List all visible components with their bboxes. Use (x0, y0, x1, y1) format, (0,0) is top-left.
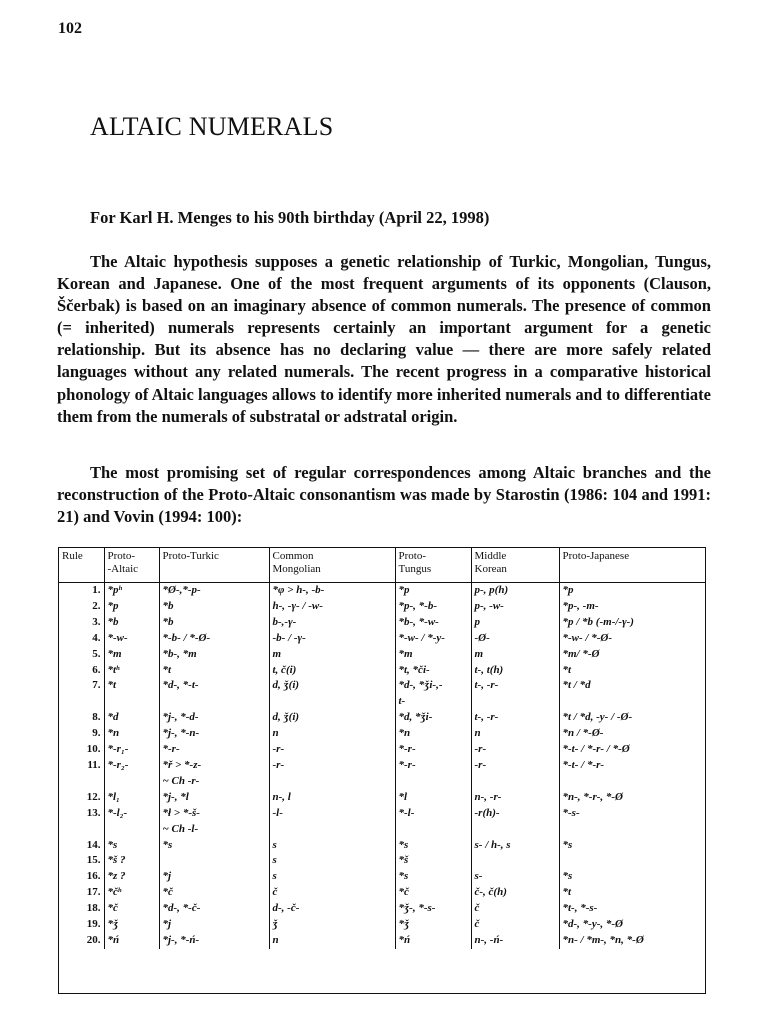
cell-proto-turkic (159, 853, 269, 869)
table-row-continuation (59, 774, 705, 790)
article-title: ALTAIC NUMERALS (90, 112, 334, 141)
cell-proto-altaic: *-l₂- (104, 806, 159, 822)
table-row (59, 790, 705, 806)
cell-proto-turkic (159, 694, 269, 710)
cell-common-mongolian (269, 694, 395, 710)
cell-middle-korean: p-, -w- (471, 599, 559, 615)
cell-proto-turkic: *b (159, 599, 269, 615)
cell-proto-turkic: *d-, *-č- (159, 901, 269, 917)
cell-middle-korean: č-, č(h) (471, 885, 559, 901)
table-row (59, 583, 705, 599)
cell-middle-korean: t-, t(h) (471, 663, 559, 679)
cell-proto-japanese (559, 694, 705, 710)
cell-proto-tungus: *-w- / *-y- (395, 631, 471, 647)
cell-proto-japanese (559, 822, 705, 838)
cell-proto-turkic: *j-, *-d- (159, 710, 269, 726)
cell-proto-japanese: *n-, *-r-, *-Ø (562, 790, 623, 803)
table-row (59, 917, 705, 933)
cell-common-mongolian: n (269, 726, 395, 742)
cell-proto-japanese: *-w- / *-Ø- (562, 631, 612, 644)
cell-proto-tungus: *m (395, 647, 471, 663)
cell-common-mongolian: n (269, 933, 395, 949)
cell-proto-tungus: *ń (395, 933, 471, 949)
cell-proto-tungus (395, 774, 471, 790)
cell-rule: 10. (59, 742, 104, 758)
cell-rule: 2. (59, 599, 104, 615)
cell-proto-altaic (104, 774, 159, 790)
cell-proto-turkic: *j-, *-ń- (159, 933, 269, 949)
cell-rule (59, 822, 104, 838)
header-proto-tungus: Proto- Tungus (395, 548, 471, 583)
cell-common-mongolian: b-,-γ- (269, 615, 395, 631)
cell-middle-korean (471, 853, 559, 869)
cell-proto-turkic: ~ Ch -r- (159, 774, 269, 790)
cell-proto-turkic: *-r- (159, 742, 269, 758)
cell-proto-turkic: *s (159, 838, 269, 854)
dedication: For Karl H. Menges to his 90th birthday (April 22, 1998) (90, 208, 490, 227)
cell-middle-korean: n-, -ń- (471, 933, 559, 949)
cell-proto-turkic: *Ø-,*-p- (159, 583, 269, 599)
cell-rule (59, 774, 104, 790)
table-row (59, 615, 705, 631)
cell-proto-altaic: *tʰ (104, 663, 159, 679)
cell-proto-tungus: *s (395, 869, 471, 885)
table-row (59, 869, 705, 885)
cell-proto-altaic: *s (104, 838, 159, 854)
cell-proto-tungus: *ǯ (395, 917, 471, 933)
cell-proto-altaic: *pʰ (104, 583, 159, 599)
cell-proto-turkic: *b (159, 615, 269, 631)
cell-rule: 12. (59, 790, 104, 806)
table-row (59, 901, 705, 917)
cell-proto-turkic: *j (159, 917, 269, 933)
cell-middle-korean: p (471, 615, 559, 631)
cell-common-mongolian: n-, l (269, 790, 395, 806)
cell-proto-altaic: *d (104, 710, 159, 726)
cell-proto-tungus: *-r- (395, 742, 471, 758)
cell-proto-japanese: *n / *-Ø- (562, 727, 604, 740)
table-row (59, 885, 705, 901)
cell-rule: 5. (59, 647, 104, 663)
cell-rule: 6. (59, 663, 104, 679)
cell-proto-turkic: *d-, *-t- (159, 678, 269, 694)
cell-middle-korean: p-, p(h) (471, 583, 559, 599)
cell-proto-japanese: *p / *b (-m-/-γ-) (562, 615, 634, 628)
table-row (59, 710, 705, 726)
cell-common-mongolian: -r- (269, 758, 395, 774)
table-row-continuation (59, 694, 705, 710)
cell-proto-japanese: *t (562, 663, 572, 676)
cell-proto-tungus: *l (395, 790, 471, 806)
cell-middle-korean (471, 694, 559, 710)
cell-proto-tungus: *d, *ǯi- (395, 710, 471, 726)
cell-proto-tungus: *p (395, 583, 471, 599)
header-proto-altaic: Proto- -Altaic (104, 548, 159, 583)
cell-proto-turkic: *č (159, 885, 269, 901)
cell-rule: 15. (59, 853, 104, 869)
cell-proto-japanese: *m/ *-Ø (562, 647, 600, 660)
cell-proto-japanese: *s (562, 838, 573, 851)
cell-common-mongolian: s (269, 838, 395, 854)
cell-rule: 8. (59, 710, 104, 726)
cell-proto-japanese (559, 774, 705, 790)
table-row (59, 663, 705, 679)
header-proto-turkic: Proto-Turkic (159, 548, 269, 583)
cell-proto-japanese: *-s- (562, 806, 580, 819)
cell-proto-tungus: *ǯ-, *-s- (395, 901, 471, 917)
cell-proto-altaic: *-w- (104, 631, 159, 647)
cell-proto-japanese: *t / *d, -y- / -Ø- (562, 711, 633, 724)
cell-proto-altaic: *č (104, 901, 159, 917)
cell-proto-tungus: *t, *či- (395, 663, 471, 679)
cell-common-mongolian: s (269, 869, 395, 885)
cell-proto-turkic: *j-, *l (159, 790, 269, 806)
cell-proto-japanese: *t-, *-s- (562, 902, 598, 915)
cell-proto-altaic (104, 822, 159, 838)
cell-proto-altaic: *z ? (104, 869, 159, 885)
cell-proto-turkic: *j-, *-n- (159, 726, 269, 742)
cell-proto-turkic: *t (159, 663, 269, 679)
cell-proto-altaic: *p (104, 599, 159, 615)
cell-middle-korean: -r(h)- (471, 806, 559, 822)
cell-rule: 11. (59, 758, 104, 774)
correspondence-table-frame (58, 547, 706, 994)
cell-proto-turkic: *ł > *-š- (159, 806, 269, 822)
cell-proto-altaic: *-r₁- (104, 742, 159, 758)
cell-middle-korean: č (471, 917, 559, 933)
cell-proto-japanese: *t (562, 886, 572, 899)
cell-common-mongolian (269, 822, 395, 838)
table-row (59, 647, 705, 663)
cell-common-mongolian: ǯ (269, 917, 395, 933)
cell-proto-japanese: *-t- / *-r- (562, 758, 605, 771)
cell-proto-tungus (395, 822, 471, 838)
cell-rule: 7. (59, 678, 104, 694)
cell-proto-altaic: *t (104, 678, 159, 694)
cell-proto-japanese: *s (562, 870, 573, 883)
cell-middle-korean: -Ø- (471, 631, 559, 647)
cell-middle-korean: č (471, 901, 559, 917)
cell-proto-japanese: *-t- / *-r- / *-Ø (562, 743, 630, 756)
cell-common-mongolian: d-, -č- (269, 901, 395, 917)
header-rule: Rule (59, 548, 104, 583)
cell-proto-turkic: *j (159, 869, 269, 885)
cell-middle-korean (471, 822, 559, 838)
cell-common-mongolian: d, ǯ(i) (269, 678, 395, 694)
cell-proto-altaic (104, 694, 159, 710)
header-common-mongolian: Common Mongolian (269, 548, 395, 583)
cell-common-mongolian: *φ > h-, -b- (269, 583, 395, 599)
cell-rule: 13. (59, 806, 104, 822)
cell-proto-altaic: *l₁ (104, 790, 159, 806)
cell-proto-japanese: *p-, -m- (562, 599, 599, 612)
cell-proto-tungus: *d-, *ǯi-,- (395, 678, 471, 694)
cell-proto-altaic: *ǯ (104, 917, 159, 933)
cell-common-mongolian: h-, -γ- / -w- (269, 599, 395, 615)
cell-middle-korean: n-, -r- (471, 790, 559, 806)
cell-common-mongolian (269, 774, 395, 790)
cell-proto-altaic: *m (104, 647, 159, 663)
cell-rule: 18. (59, 901, 104, 917)
table-row (59, 933, 705, 949)
cell-proto-altaic: *n (104, 726, 159, 742)
table-row (59, 742, 705, 758)
cell-proto-tungus: *s (395, 838, 471, 854)
table-row (59, 678, 705, 694)
cell-middle-korean: t-, -r- (471, 710, 559, 726)
cell-rule: 19. (59, 917, 104, 933)
cell-rule: 16. (59, 869, 104, 885)
cell-proto-altaic: *š ? (104, 853, 159, 869)
cell-proto-tungus: *n (395, 726, 471, 742)
cell-proto-altaic: *čʰ (104, 885, 159, 901)
cell-rule: 17. (59, 885, 104, 901)
cell-middle-korean: -r- (471, 742, 559, 758)
cell-common-mongolian: m (269, 647, 395, 663)
table-row (59, 853, 705, 869)
table-row-continuation (59, 822, 705, 838)
paragraph-intro: The Altaic hypothesis supposes a genetic relationship of Turkic, Mongolian, Tungus, Korean and Japanese. One of the most frequent arguments of its opponents (Clauson, Ščerbak) is based on an imaginary absence of common numerals. The presence of common (= inherited) numerals represents certainly an important argument for a genetic relationship. But its absence has no declaring value — there are more safely related languages without any related numerals. The recent progress in a comparative historical phonology of Altaic languages allows to identify more inherited numerals and to differentiate them from the numerals of substratal or adstratal origin. (57, 252, 711, 426)
cell-rule: 4. (59, 631, 104, 647)
cell-proto-turkic: *-b- / *-Ø- (159, 631, 269, 647)
header-middle-korean: Middle Korean (471, 548, 559, 583)
cell-middle-korean: m (471, 647, 559, 663)
cell-rule: 3. (59, 615, 104, 631)
table-row (59, 838, 705, 854)
cell-proto-altaic: *-r₂- (104, 758, 159, 774)
paragraph-correspondences: The most promising set of regular correspondences among Altaic branches and the reconstruction of the Proto-Altaic consonantism was made by Starostin (1986: 104 and 1991: 21) and Vovin (1994: 100): (57, 463, 711, 527)
cell-common-mongolian: -b- / -γ- (269, 631, 395, 647)
table-row (59, 758, 705, 774)
cell-proto-japanese: *p (562, 584, 574, 596)
table-row (59, 806, 705, 822)
table-header (59, 548, 705, 583)
cell-proto-altaic: *ń (104, 933, 159, 949)
cell-common-mongolian: s (269, 853, 395, 869)
cell-middle-korean: t-, -r- (471, 678, 559, 694)
cell-proto-tungus: *b-, *-w- (395, 615, 471, 631)
cell-proto-tungus: *č (395, 885, 471, 901)
cell-proto-turkic: *ř > *-z- (159, 758, 269, 774)
cell-rule (59, 694, 104, 710)
cell-rule: 1. (59, 583, 104, 599)
cell-middle-korean: s- (471, 869, 559, 885)
cell-common-mongolian: č (269, 885, 395, 901)
cell-proto-tungus: *-l- (395, 806, 471, 822)
cell-proto-altaic: *b (104, 615, 159, 631)
cell-middle-korean (471, 774, 559, 790)
cell-proto-japanese: *d-, *-y-, *-Ø (562, 918, 623, 931)
table-row (59, 726, 705, 742)
cell-proto-turkic: *b-, *m (159, 647, 269, 663)
table-body (59, 583, 705, 949)
cell-proto-japanese (559, 853, 705, 869)
header-proto-japanese: Proto-Japanese (559, 548, 705, 583)
cell-rule: 20. (59, 933, 104, 949)
cell-proto-turkic: ~ Ch -l- (159, 822, 269, 838)
cell-common-mongolian: t, č(i) (269, 663, 395, 679)
cell-proto-tungus: *p-, *-b- (395, 599, 471, 615)
cell-proto-japanese: *n- / *m-, *n, *-Ø (562, 933, 644, 946)
cell-common-mongolian: -l- (269, 806, 395, 822)
correspondence-table (59, 548, 705, 949)
table-row (59, 599, 705, 615)
page-number: 102 (58, 20, 82, 37)
cell-proto-japanese: *t / *d (562, 679, 591, 692)
cell-common-mongolian: -r- (269, 742, 395, 758)
cell-rule: 14. (59, 838, 104, 854)
table-row (59, 631, 705, 647)
cell-middle-korean: n (471, 726, 559, 742)
cell-proto-tungus: *-r- (395, 758, 471, 774)
cell-rule: 9. (59, 726, 104, 742)
cell-proto-tungus: *š (395, 853, 471, 869)
cell-proto-tungus: t- (395, 694, 471, 710)
cell-middle-korean: s- / h-, s (471, 838, 559, 854)
cell-middle-korean: -r- (471, 758, 559, 774)
cell-common-mongolian: d, ǯ(i) (269, 710, 395, 726)
